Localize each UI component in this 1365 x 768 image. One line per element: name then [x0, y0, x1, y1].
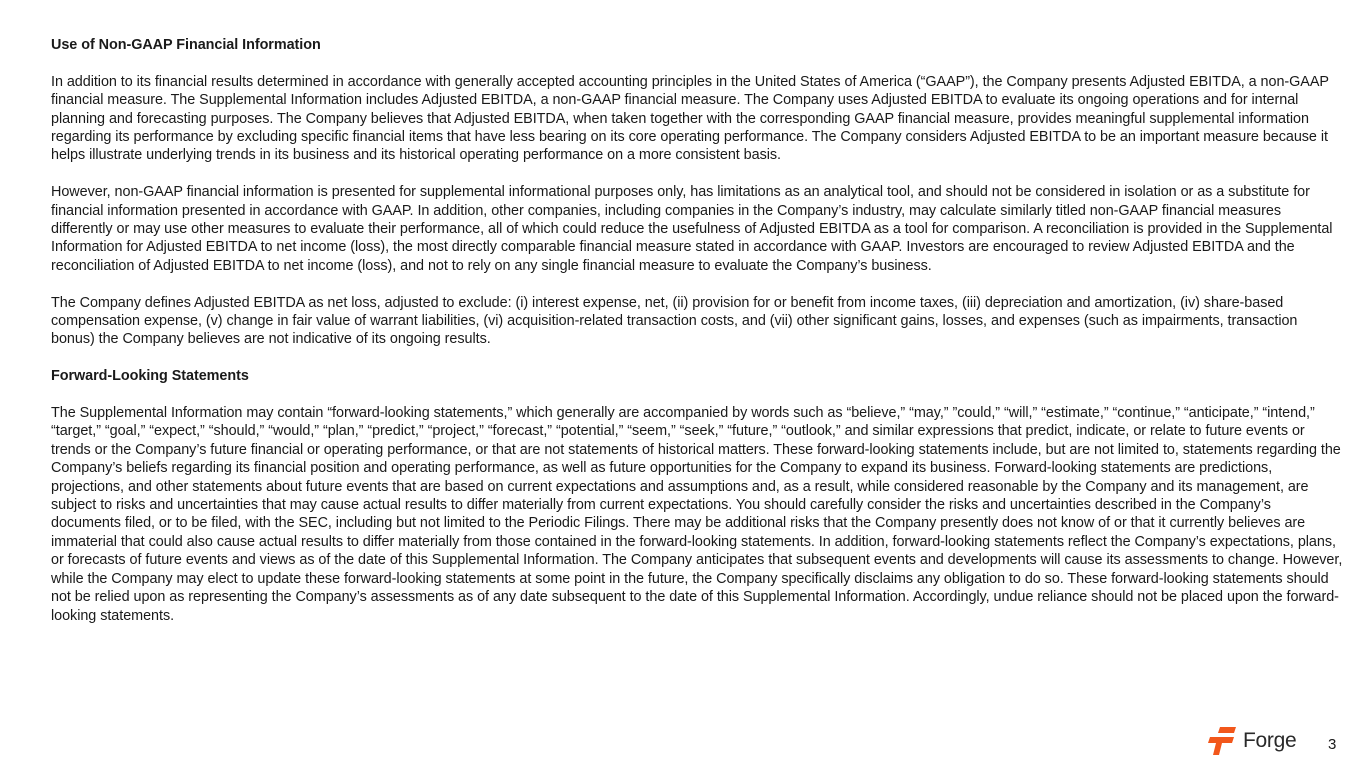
forge-logo: [1208, 726, 1296, 756]
non-gaap-heading: Use of Non-GAAP Financial Information: [51, 37, 321, 53]
non-gaap-paragraph-2: However, non-GAAP financial information is presented for supplemental informational purposes only, has limitations as an analytical tool, and should not be considered in isolation or as a substitute for financial information presented in accordance with GAAP. In addition, other companies, including companies in the Company’s industry, may calculate similarly titled non-GAAP financial measures differently or may use other measures to evaluate their performance, all of which could reduce the usefulness of Adjusted EBITDA as a tool for comparison. A reconciliation is provided in the Supplemental Information for Adjusted EBITDA to net income (loss), the most directly comparable financial measure stated in accordance with GAAP. Investors are encouraged to review Adjusted EBITDA and the reconciliation of Adjusted EBITDA to net income (loss), and not to rely on any single financial measure to evaluate the Company’s business.: [51, 184, 1333, 274]
non-gaap-paragraph-1: In addition to its financial results determined in accordance with generally accepted accounting principles in the United States of America (“GAAP”), the Company presents Adjusted EBITDA, a non-GAAP financial measure. The Supplemental Information includes Adjusted EBITDA, a non-GAAP financial measure. The Company uses Adjusted EBITDA to evaluate its ongoing operations and for internal planning and forecasting purposes. The Company believes that Adjusted EBITDA, when taken together with the corresponding GAAP financial measure, provides meaningful supplemental information regarding its performance by excluding specific financial items that have less bearing on its core operating performance. The Company considers Adjusted EBITDA to be an important measure because it helps illustrate underlying trends in its business and its historical operating performance on a more consistent basis.: [51, 73, 1329, 164]
forward-looking-heading: Forward-Looking Statements: [51, 368, 249, 385]
document-body: [51, 36, 1343, 625]
logo-text: Forge: [1243, 729, 1297, 752]
page-number: 3: [1328, 736, 1337, 753]
forge-logo-icon: [1208, 727, 1238, 755]
non-gaap-paragraph-3: The Company defines Adjusted EBITDA as net loss, adjusted to exclude: (i) interest expense, net, (ii) provision for or benefit from income taxes, (iii) depreciation and amortization, (iv) share-based compensation expense, (v) change in fair value of warrant liabilities, (vi) acquisition-related transaction costs, and (vii) other significant gains, losses, and expenses (such as impairments, transaction bonus) the Company believes are not indicative of its ongoing results.: [51, 294, 1298, 348]
forward-looking-paragraph-1: The Supplemental Information may contain “forward-looking statements,” which generally are accompanied by words such as “believe,” “may,” ”could,” “will,” “estimate,” “continue,” “anticipate,” “intend,” “target,” “goal,” “expect,” “should,” “would,” “plan,” “predict,” “project,” “forecast,” “potential,” “seem,” “seek,” “future,” “outlook,” and similar expressions that predict, indicate, or relate to future events or trends or the Company’s future financial or operating performance, or that are not statements of historical matters. These forward-looking statements include, but are not limited to, statements regarding the Company’s beliefs regarding its financial position and operating performance, as well as future opportunities for the Company to expand its business. Forward-looking statements are predictions, projections, and other statements about future events that are based on current expectations and assumptions and, as a result, while considered reasonable by the Company and its management, are subject to risks and uncertainties that may cause actual results to differ materially from current expectations. You should carefully consider the risks and uncertainties described in the Company’s documents filed, or to be filed, with the SEC, including but not limited to the Periodic Filings. There may be additional risks that the Company presently does not know of or that it currently believes are immaterial that could also cause actual results to differ materially from those contained in the forward-looking statements. In addition, forward-looking statements reflect the Company’s expectations, plans, or forecasts of future events and views as of the date of this Supplemental Information. The Company anticipates that subsequent events and developments will cause its assessments to change. However, while the Company may elect to update these forward-looking statements at some point in the future, the Company specifically disclaims any obligation to do so. These forward-looking statements should not be relied upon as representing the Company’s assessments as of any date subsequent to the date of this Supplemental Information. Accordingly, undue reliance should not be placed upon the forward-looking statements.: [51, 405, 1343, 624]
